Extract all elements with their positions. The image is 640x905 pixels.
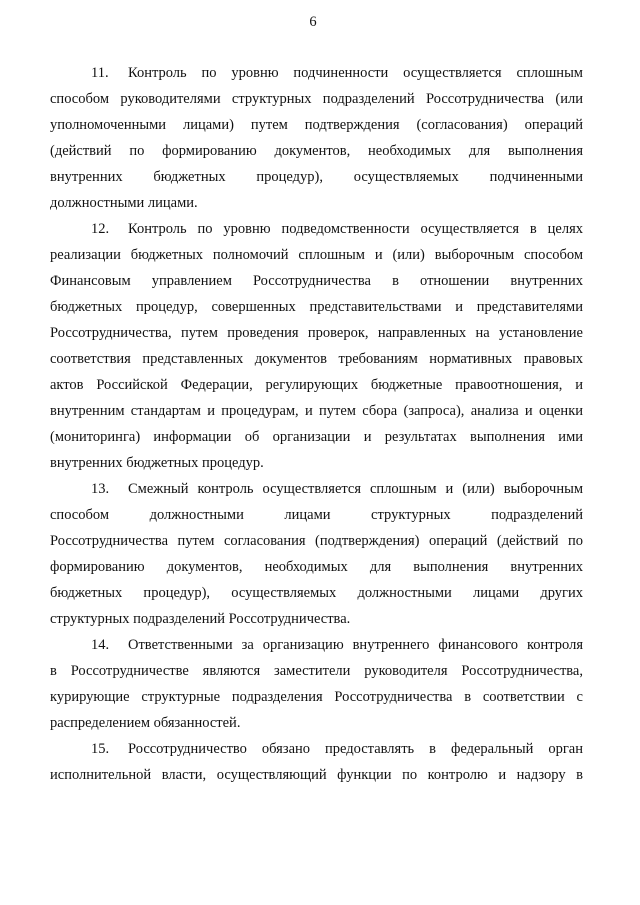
text-line: Контроль по уровню подчиненности осуществляется сплошным xyxy=(128,65,583,81)
paragraph-first-line xyxy=(50,476,583,502)
text-line: Финансовым управлением Россотрудничества в отношении внутренних xyxy=(50,273,583,289)
text-line: актов Российской Федерации, регулирующих бюджетные правоотношения, и xyxy=(50,377,583,393)
text-line: внутренних бюджетных процедур), осуществляемых подчиненными xyxy=(50,169,583,185)
paragraph-first-line xyxy=(50,736,583,762)
paragraph-number: 14. xyxy=(91,637,110,653)
text-line: (мониторинга) информации об организации и результатах выполнения ими xyxy=(50,429,583,445)
text-line: формированию документов, необходимых для выполнения внутренних xyxy=(50,559,583,575)
text-line: Ответственными за организацию внутреннего финансового контроля xyxy=(128,637,583,653)
paragraph-number: 13. xyxy=(91,481,110,497)
text-line: Россотрудничества, путем проведения проверок, направленных на установление xyxy=(50,325,583,341)
text-line: внутренним стандартам и процедурам, и путем сбора (запроса), анализа и оценки xyxy=(50,403,583,419)
text-line: Смежный контроль осуществляется сплошным и (или) выборочным xyxy=(128,481,583,497)
paragraph-first-line xyxy=(50,60,583,86)
paragraph-first-line xyxy=(50,216,583,242)
document-body xyxy=(50,60,583,788)
paragraph-number: 12. xyxy=(91,221,110,237)
text-line: способом должностными лицами структурных подразделений xyxy=(50,507,583,523)
text-line: реализации бюджетных полномочий сплошным и (или) выборочным способом xyxy=(50,247,583,263)
text-line: внутренних бюджетных процедур. xyxy=(50,455,264,471)
text-line: соответствия представленных документов требованиям нормативных правовых xyxy=(50,351,583,367)
text-line: бюджетных процедур, совершенных представительствами и представителями xyxy=(50,299,583,315)
paragraph-first-line xyxy=(50,632,583,658)
text-line: курирующие структурные подразделения Россотрудничества в соответствии с xyxy=(50,689,583,705)
text-line: Контроль по уровню подведомственности осуществляется в целях xyxy=(128,221,583,237)
text-line: в Россотрудничестве являются заместители руководителя Россотрудничества, xyxy=(50,663,583,679)
text-line: структурных подразделений Россотрудничества. xyxy=(50,611,351,627)
text-line: бюджетных процедур), осуществляемых должностными лицами других xyxy=(50,585,583,601)
text-line: исполнительной власти, осуществляющий функции по контролю и надзору в xyxy=(50,767,583,783)
text-line: (действий по формированию документов, необходимых для выполнения xyxy=(50,143,583,159)
text-line: способом руководителями структурных подразделений Россотрудничества (или xyxy=(50,91,583,107)
paragraph-number: 15. xyxy=(91,741,110,757)
paragraph-number: 11. xyxy=(91,65,109,81)
text-line: распределением обязанностей. xyxy=(50,715,241,731)
text-line: Россотрудничество обязано предоставлять в федеральный орган xyxy=(128,741,583,757)
text-line: Россотрудничества путем согласования (подтверждения) операций (действий по xyxy=(50,533,583,549)
text-line: должностными лицами. xyxy=(50,195,198,211)
page-number: 6 xyxy=(309,14,317,30)
text-line: уполномоченными лицами) путем подтверждения (согласования) операций xyxy=(50,117,583,133)
